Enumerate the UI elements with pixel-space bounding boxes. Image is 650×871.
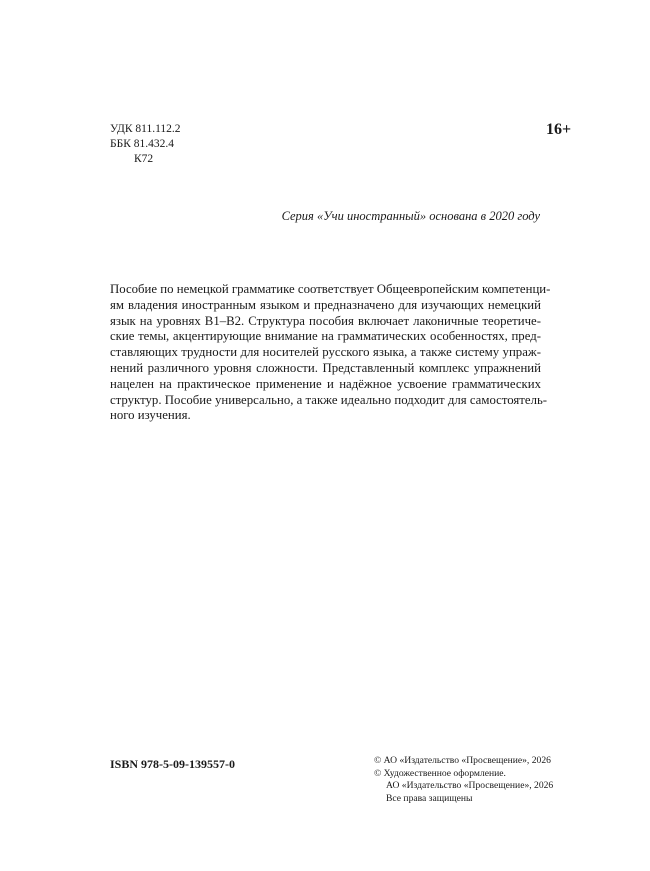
annotation bbox=[110, 282, 551, 424]
annotation-line: ям владения иностранным языком и предназначено для изучающих немецкий bbox=[110, 297, 541, 312]
rights-reserved: Все права защищены bbox=[386, 792, 473, 804]
copyright-line: © Художественное оформление. bbox=[374, 767, 506, 779]
author-mark: К72 bbox=[134, 153, 154, 165]
annotation-line: ного изучения. bbox=[110, 408, 191, 423]
annotation-line: нацелен на практическое применение и надёжное усвоение грамматических bbox=[110, 376, 541, 391]
annotation-line: структур. Пособие универсально, а также идеально подходит для самостоятель- bbox=[110, 392, 548, 407]
annotation-line: нений различного уровня сложности. Представленный комплекс упражнений bbox=[110, 360, 541, 375]
annotation-line: Пособие по немецкой грамматике соответствует Общеевропейским компетенци- bbox=[110, 282, 551, 296]
bbk-code: ББК 81.432.4 bbox=[110, 138, 175, 150]
copyright-line: © АО «Издательство «Просвещение», 2026 bbox=[374, 755, 551, 766]
annotation-line: язык на уровнях B1–B2. Структура пособия включает лаконичные теоретиче- bbox=[110, 313, 541, 328]
copyright-line: АО «Издательство «Просвещение», 2026 bbox=[386, 780, 554, 792]
classification-block bbox=[110, 122, 181, 167]
udk-code: УДК 811.112.2 bbox=[110, 123, 181, 135]
annotation-line: ставляющих трудности для носителей русского языка, а также систему упраж- bbox=[110, 345, 541, 360]
annotation-line: ские темы, акцентирующие внимание на грамматических особенностях, пред- bbox=[110, 329, 541, 344]
isbn: ISBN 978-5-09-139557-0 bbox=[110, 757, 235, 771]
series-note: Серия «Учи иностранный» основана в 2020 году bbox=[281, 209, 540, 223]
copyright-block bbox=[374, 755, 553, 805]
age-rating: 16+ bbox=[546, 121, 572, 138]
